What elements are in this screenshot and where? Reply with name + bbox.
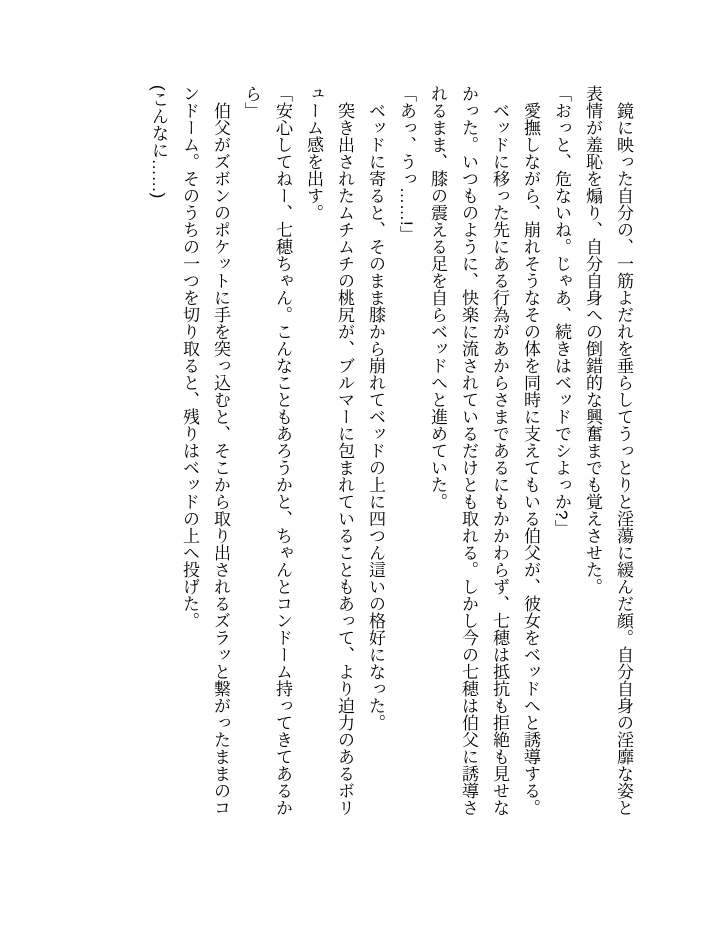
- paragraph-8-dialogue: 「安心してねー、七穂ちゃん。こんなこともあろうかと、ちゃんとコンドーム持ってきてあるから」: [242, 85, 292, 816]
- paragraph-7: 突き出されたムチムチの桃尻が、ブルマーに包まれていることもあって、より迫力のあるボリューム感を出す。: [304, 85, 354, 816]
- paragraph-2-dialogue: 「おっと、危ないね。じゃあ、続きはベッドでシよっか?」: [552, 85, 571, 537]
- paragraph-6: ベッドに寄ると、そのまま膝から崩れてベッドの上に四つん這いの格好になった。: [366, 102, 385, 731]
- vertical-text-block: [143, 85, 639, 816]
- paragraph-9: 伯父がズボンのポケットに手を突っ込むと、そこから取り出されるズラッと繋がったままのコンドーム。そのうちの一つを切り取ると、残りはベッドの上へ投げた。: [180, 85, 230, 816]
- paragraph-10-thought: (こんなに……): [149, 85, 168, 199]
- paragraph-3: 愛撫しながら、崩れそうなその体を同時に支えてもいる伯父が、彼女をベッドへと誘導する。: [521, 102, 540, 816]
- paragraph-1: 鏡に映った自分の、一筋よだれを垂らしてうっとりと淫蕩に緩んだ顔。自分自身の淫靡な姿と表情が羞恥を煽り、自分自身への倒錯的な興奮までも覚えさせた。: [583, 85, 633, 816]
- paragraph-4: ベッドに移った先にある行為があからさまであるにもかかわらず、七穂は抵抗も拒絶も見せなかった。いつものように、快楽に流されているだけとも取れる。しかし今の七穂は伯父に誘導されるまま、膝の震える足を自らベッドへと進めていた。: [428, 85, 509, 816]
- paragraph-5-dialogue: 「あっ、うっ……!」: [397, 85, 416, 243]
